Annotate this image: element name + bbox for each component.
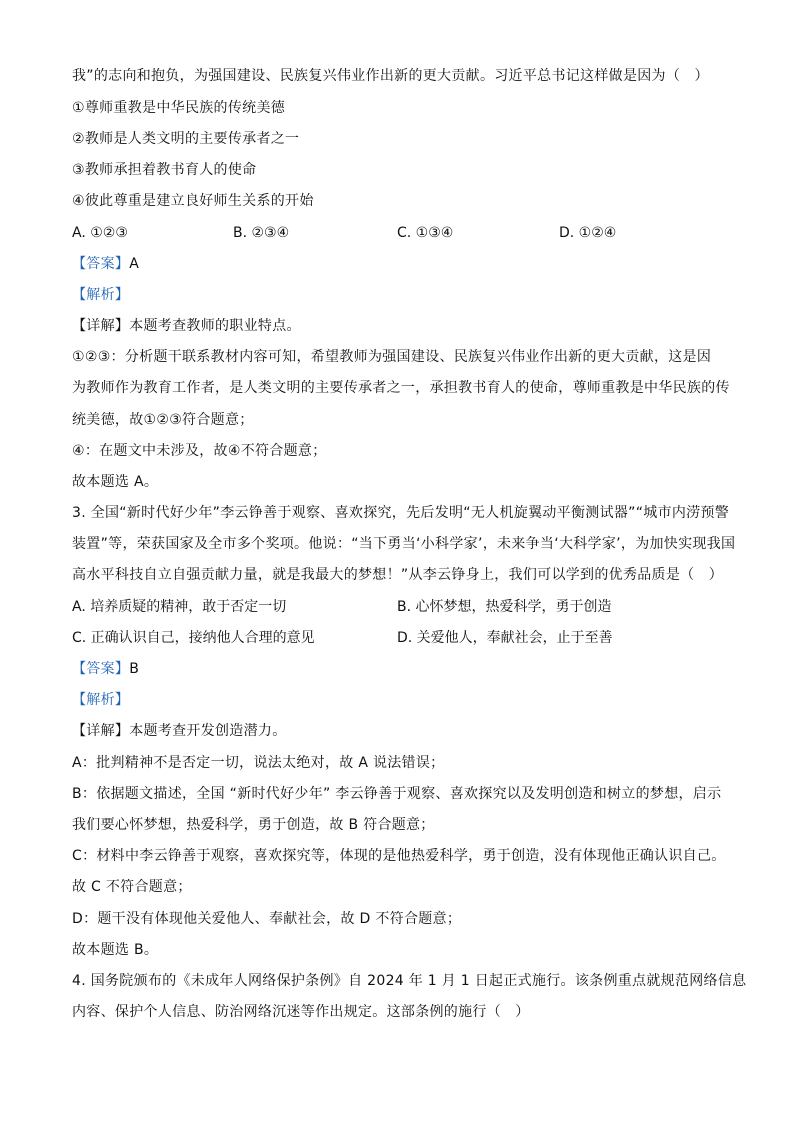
- q2-stem-tail: 我”的志向和抱负，为强国建设、民族复兴伟业作出新的更大贡献。习近平总书记这样做是因为（ ）: [72, 68, 709, 84]
- q2-item-4: ④彼此尊重是建立良好师生关系的开始: [72, 193, 314, 209]
- answer-tag: 【答案】: [72, 661, 130, 677]
- q2-explain-line: 统美德，故①②③符合题意；: [72, 412, 254, 428]
- q3-option-a: A. 培养质疑的精神，敢于否定一切: [72, 599, 287, 615]
- q4-stem-line: 4. 国务院颁布的《未成年人网络保护条例》自 2024 年 1 月 1 日起正式施行。该条例重点就规范网络信息: [72, 973, 747, 989]
- q3-stem-line: 3. 全国“新时代好少年”李云铮善于观察、喜欢探究，先后发明“无人机旋翼动平衡测试器”“城市内涝预警: [72, 505, 730, 521]
- detail-tag: 【详解】: [72, 318, 130, 334]
- q3-option-d: D. 关爱他人，奉献社会，止于至善: [397, 630, 613, 646]
- detail-text: 本题考查开发创造潜力。: [129, 723, 287, 739]
- q3-analysis-tag: 【解析】: [72, 692, 130, 708]
- answer-tag: 【答案】: [72, 256, 130, 272]
- q3-explain-line: 故本题选 B。: [72, 942, 159, 958]
- q3-option-c: C. 正确认识自己，接纳他人合理的意见: [72, 630, 315, 646]
- q2-explain-line: 故本题选 A。: [72, 474, 159, 490]
- detail-text: 本题考查教师的职业特点。: [129, 318, 301, 334]
- q2-option-b: B. ②③④: [233, 225, 290, 241]
- q2-explain-line: ④：在题文中未涉及，故④不符合题意；: [72, 443, 327, 459]
- q3-explain-line: 故 C 不符合题意；: [72, 879, 192, 895]
- q2-item-2: ②教师是人类文明的主要传承者之一: [72, 131, 300, 147]
- q3-stem-line: 高水平科技自立自强贡献力量，就是我最大的梦想！”从李云铮身上，我们可以学到的优秀品质是（ ）: [72, 567, 724, 583]
- q2-item-1: ①尊师重教是中华民族的传统美德: [72, 100, 286, 116]
- q3-answer: [72, 659, 728, 679]
- detail-tag: 【详解】: [72, 723, 130, 739]
- q3-detail: [72, 721, 728, 741]
- q2-explain-line: 为教师作为教育工作者，是人类文明的主要传承者之一，承担教书育人的使命，尊师重教是中华民族的传: [72, 380, 730, 396]
- q2-explain-line: ①②③：分析题干联系教材内容可知，希望教师为强国建设、民族复兴伟业作出新的更大贡献，这是因: [72, 349, 712, 365]
- q2-detail: [72, 316, 728, 336]
- q2-analysis-tag: 【解析】: [72, 287, 130, 303]
- q4-stem-line: 内容、保护个人信息、防治网络沉迷等作出规定。这部条例的施行（ ）: [72, 1004, 530, 1020]
- q2-option-a: A. ①②③: [72, 225, 128, 241]
- q2-item-3: ③教师承担着教书育人的使命: [72, 162, 257, 178]
- q2-answer: [72, 254, 728, 274]
- q3-explain-line: 我们要心怀梦想，热爱科学，勇于创造，故 B 符合题意；: [72, 817, 435, 833]
- q3-explain-line: A：批判精神不是否定一切，说法太绝对，故 A 说法错误；: [72, 755, 445, 771]
- q3-explain-line: C：材料中李云铮善于观察，喜欢探究等，体现的是他热爱科学，勇于创造，没有体现他正确认识自己。: [72, 848, 726, 864]
- q2-option-c: C. ①③④: [397, 225, 454, 241]
- q3-explain-line: D：题干没有体现他关爱他人、奉献社会，故 D 不符合题意；: [72, 911, 462, 927]
- q3-explain-line: B：依据题文描述，全国 “新时代好少年” 李云铮善于观察、喜欢探究以及发明创造和树立的梦想，启示: [72, 786, 722, 802]
- q2-option-d: D. ①②④: [559, 225, 617, 241]
- answer-value: A: [129, 256, 140, 272]
- q3-option-b: B. 心怀梦想，热爱科学，勇于创造: [397, 599, 612, 615]
- answer-value: B: [129, 661, 140, 677]
- q3-stem-line: 装置”等，荣获国家及全市多个奖项。他说：“当下勇当‘小科学家’，未来争当‘大科学家’，为加快实现我国: [72, 536, 736, 552]
